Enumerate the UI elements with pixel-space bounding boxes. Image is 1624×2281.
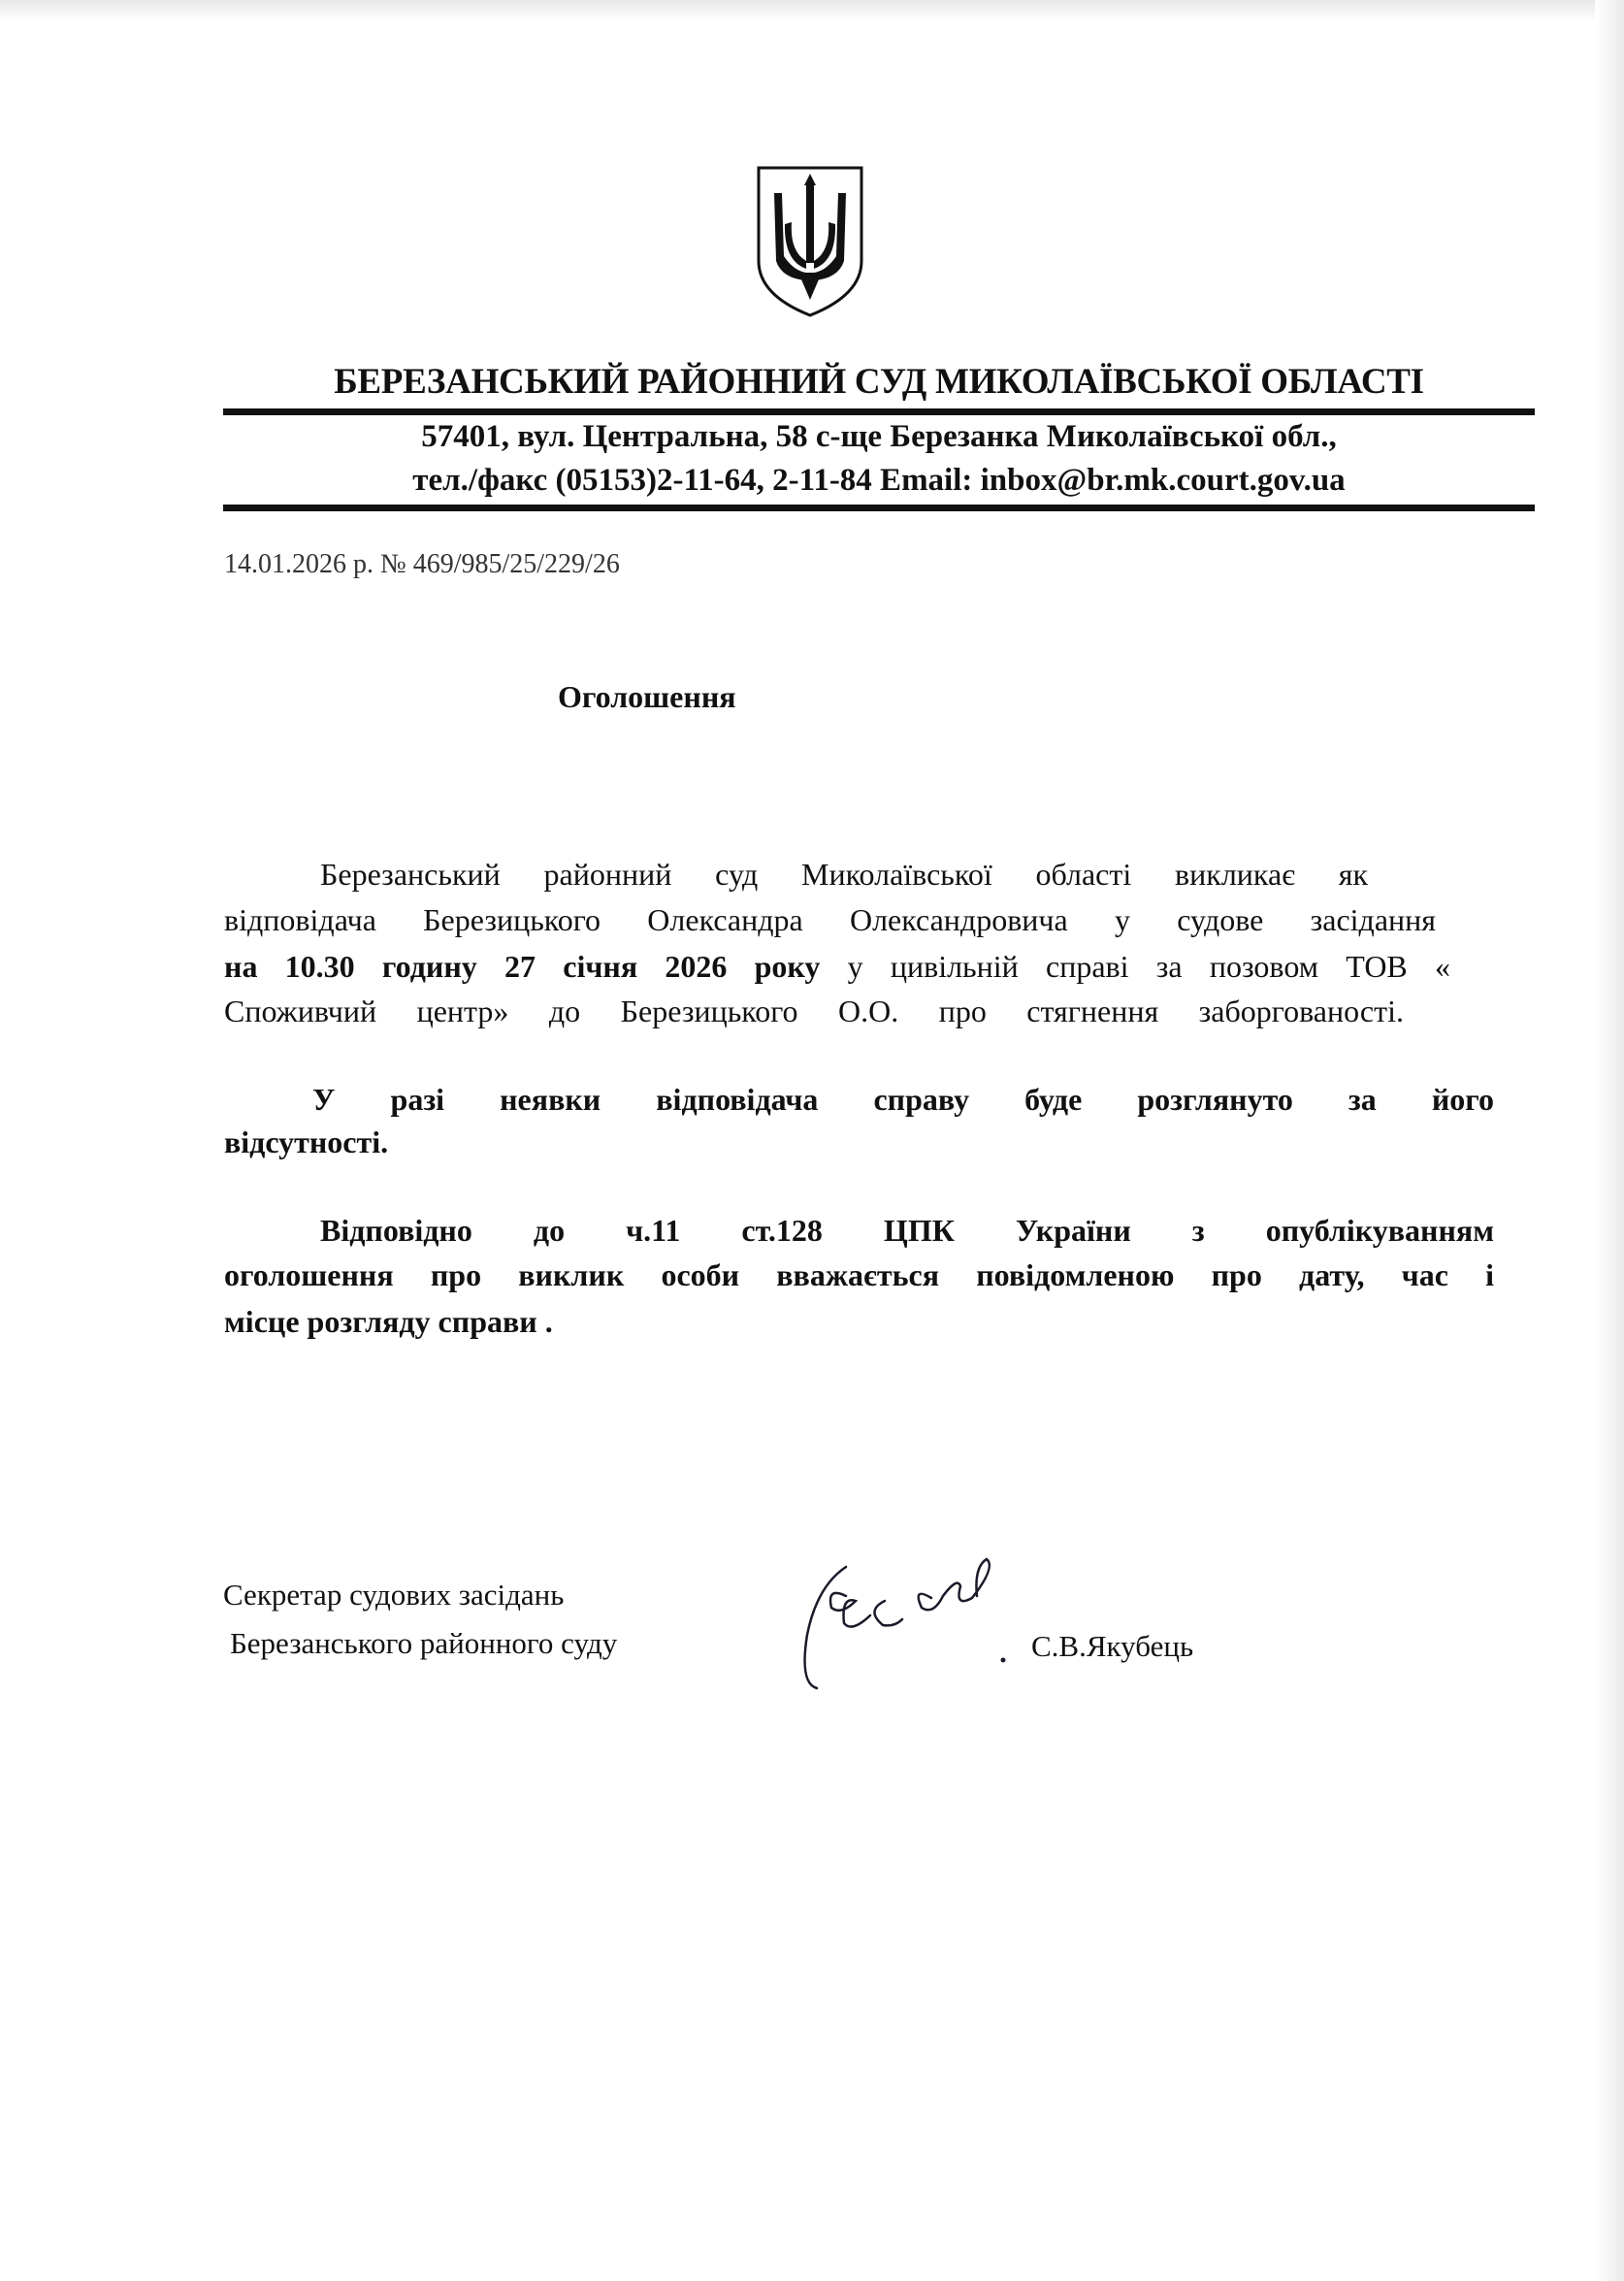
paragraph-line: Березанський районний суд Миколаївської області викликає як <box>320 857 1368 892</box>
header-divider-top <box>223 408 1535 415</box>
paragraph-line <box>224 949 1450 985</box>
paragraph-line: відсутності. <box>224 1124 389 1159</box>
signer-position: Секретар судових засідань <box>223 1578 565 1612</box>
paragraph-line: оголошення про виклик особи вважається повідомленою про дату, час і <box>224 1257 1494 1292</box>
court-address: 57401, вул. Центральна, 58 с-ще Березанка Миколаївської обл., <box>421 419 1337 454</box>
paragraph-line: відповідача Березицького Олександра Олександровича у судове засідання <box>224 902 1436 937</box>
hearing-datetime: на 10.30 годину 27 січня 2026 року <box>224 949 821 984</box>
paragraph-line: Споживчий центр» до Березицького О.О. про стягнення заборгованості. <box>224 994 1404 1028</box>
paragraph-text: у цивільній справі за позовом ТОВ « <box>820 949 1451 984</box>
paragraph-line: У разі неявки відповідача справу буде розглянуто за його <box>312 1082 1494 1117</box>
document-title: Оголошення <box>558 679 736 714</box>
paragraph-line: місце розгляду справи . <box>224 1304 553 1339</box>
court-contacts: тел./факс (05153)2-11-64, 2-11-84 Email: inbox@br.mk.court.gov.ua <box>412 463 1346 498</box>
paragraph-line: Відповідно до ч.11 ст.128 ЦПК України з опублікуванням <box>320 1213 1494 1248</box>
court-name: БЕРЕЗАНСЬКИЙ РАЙОННИЙ СУД МИКОЛАЇВСЬКОЇ ОБЛАСТІ <box>334 362 1424 402</box>
signer-court: Березанського районного суду <box>230 1626 618 1660</box>
scan-edge-right <box>1595 0 1624 2281</box>
header-divider-bottom <box>223 505 1535 511</box>
scan-edge-top <box>0 0 1624 21</box>
signer-name: С.В.Якубець <box>1031 1629 1194 1663</box>
trident-coat-of-arms-icon <box>755 164 865 319</box>
reference-number: 14.01.2026 р. № 469/985/25/229/26 <box>224 549 620 579</box>
handwritten-signature <box>788 1548 1059 1693</box>
